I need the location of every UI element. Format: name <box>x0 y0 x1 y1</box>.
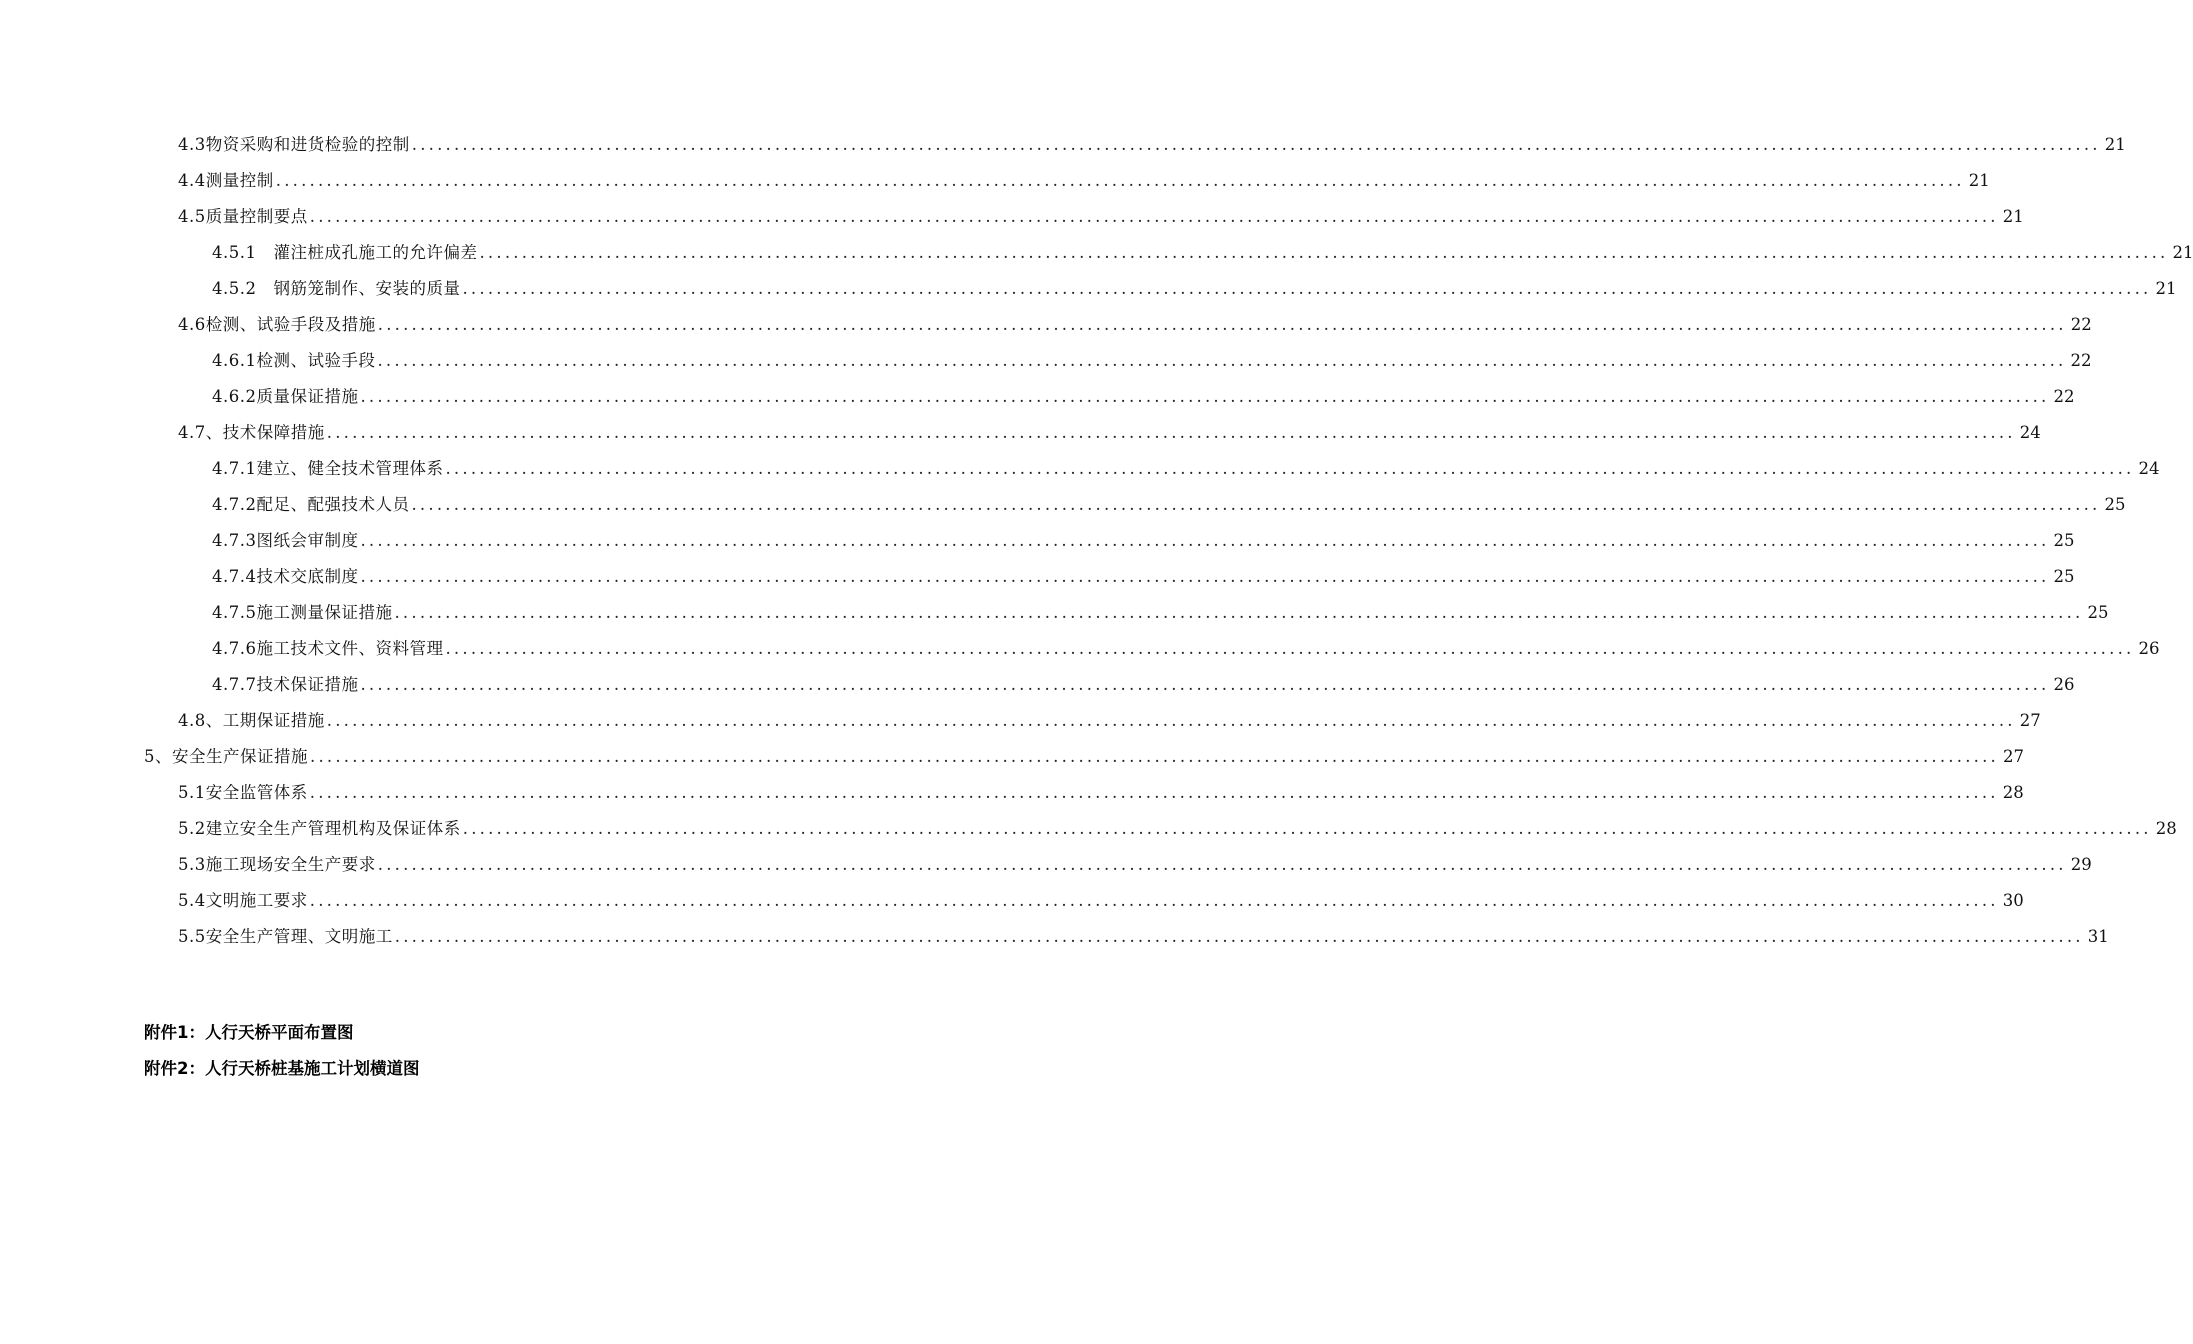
toc-leader-dots: ........................................................................................................................................................................................................ <box>377 351 2067 370</box>
toc-entry[interactable] <box>212 480 2126 516</box>
toc-page-number: 22 <box>2070 315 2092 334</box>
toc-entry[interactable] <box>212 588 2109 624</box>
toc-entry-label: 5、安全生产保证措施 <box>144 747 308 766</box>
toc-page-number: 24 <box>2019 423 2041 442</box>
toc-entry-label: 4.7.3图纸会审制度 <box>212 531 359 550</box>
toc-leader-dots: ........................................................................................................................................................................................................ <box>275 171 1965 190</box>
toc-page-number: 22 <box>2070 351 2092 370</box>
toc-entry-label: 4.5.1 灌注桩成孔施工的允许偏差 <box>212 243 478 262</box>
toc-entry-label: 4.7.2配足、配强技术人员 <box>212 495 410 514</box>
toc-entry-label: 5.3施工现场安全生产要求 <box>178 855 376 874</box>
toc-leader-dots: ........................................................................................................................................................................................................ <box>309 207 1999 226</box>
toc-entry[interactable] <box>178 408 2041 444</box>
toc-entry[interactable] <box>212 264 2177 300</box>
toc-entry-label: 4.5.2 钢筋笼制作、安装的质量 <box>212 279 461 298</box>
toc-entry[interactable] <box>212 516 2075 552</box>
toc-page-number: 21 <box>1968 171 1990 190</box>
toc-entry[interactable] <box>178 804 2177 840</box>
toc-leader-dots: ........................................................................................................................................................................................................ <box>445 639 2135 658</box>
toc-leader-dots: ........................................................................................................................................................................................................ <box>326 423 2016 442</box>
toc-page-number: 22 <box>2053 387 2075 406</box>
toc-page-number: 27 <box>2002 747 2024 766</box>
toc-entry[interactable] <box>178 192 2024 228</box>
toc-leader-dots: ........................................................................................................................................................................................................ <box>310 747 1999 766</box>
toc-page-number: 31 <box>2087 927 2109 946</box>
toc-page-number: 26 <box>2138 639 2160 658</box>
appendix-title: 附件2：人行天桥桩基施工计划横道图 <box>144 1059 420 1078</box>
toc-leader-dots: ........................................................................................................................................................................................................ <box>326 711 2016 730</box>
toc-entry[interactable] <box>212 552 2075 588</box>
toc-entry[interactable] <box>178 696 2041 732</box>
toc-entry[interactable] <box>178 876 2024 912</box>
toc-entry-label: 4.6.1检测、试验手段 <box>212 351 376 370</box>
toc-leader-dots: ........................................................................................................................................................................................................ <box>377 855 2067 874</box>
toc-entry[interactable] <box>178 300 2092 336</box>
toc-leader-dots: ........................................................................................................................................................................................................ <box>462 279 2152 298</box>
toc-leader-dots: ........................................................................................................................................................................................................ <box>360 567 2050 586</box>
toc-leader-dots: ........................................................................................................................................................................................................ <box>360 531 2050 550</box>
toc-entry[interactable] <box>178 120 2126 156</box>
toc-page-number: 30 <box>2002 891 2024 910</box>
toc-leader-dots: ........................................................................................................................................................................................................ <box>309 891 1999 910</box>
toc-entry[interactable] <box>178 840 2092 876</box>
toc-page-number: 21 <box>2155 279 2177 298</box>
toc-leader-dots: ........................................................................................................................................................................................................ <box>411 495 2101 514</box>
toc-entry[interactable] <box>178 912 2109 948</box>
toc-entry-label: 4.3物资采购和进货检验的控制 <box>178 135 410 154</box>
toc-entry-label: 4.7.5施工测量保证措施 <box>212 603 393 622</box>
toc-entry[interactable] <box>212 228 2193 264</box>
toc-entry-label: 4.6检测、试验手段及措施 <box>178 315 376 334</box>
toc-entry-label: 5.5安全生产管理、文明施工 <box>178 927 393 946</box>
toc-entry-label: 5.1安全监管体系 <box>178 783 308 802</box>
toc-entry-label: 4.7.7技术保证措施 <box>212 675 359 694</box>
toc-entry-label: 4.6.2质量保证措施 <box>212 387 359 406</box>
toc-page-number: 24 <box>2138 459 2160 478</box>
toc-page-number: 21 <box>2172 243 2193 262</box>
toc-entry[interactable] <box>178 156 1990 192</box>
toc-entry[interactable] <box>212 444 2160 480</box>
toc-page-number: 26 <box>2053 675 2075 694</box>
toc-leader-dots: ........................................................................................................................................................................................................ <box>411 135 2101 154</box>
toc-leader-dots: ........................................................................................................................................................................................................ <box>360 675 2050 694</box>
toc-entry-label: 4.7.6施工技术文件、资料管理 <box>212 639 444 658</box>
toc-leader-dots: ........................................................................................................................................................................................................ <box>360 387 2050 406</box>
toc-leader-dots: ........................................................................................................................................................................................................ <box>377 315 2067 334</box>
toc-page-number: 21 <box>2104 135 2126 154</box>
toc-entry[interactable] <box>212 336 2092 372</box>
toc-entry[interactable] <box>212 372 2075 408</box>
toc-page-number: 28 <box>2002 783 2024 802</box>
toc-page-number: 25 <box>2087 603 2109 622</box>
toc-entry-label: 4.5质量控制要点 <box>178 207 308 226</box>
toc-entry-label: 4.7.1建立、健全技术管理体系 <box>212 459 444 478</box>
toc-entry-label: 4.8、工期保证措施 <box>178 711 325 730</box>
toc-page-number: 29 <box>2070 855 2092 874</box>
toc-entry[interactable] <box>212 660 2075 696</box>
toc-entry-label: 4.7、技术保障措施 <box>178 423 325 442</box>
toc-entry-label: 4.7.4技术交底制度 <box>212 567 359 586</box>
toc-page-number: 28 <box>2155 819 2177 838</box>
toc-leader-dots: ........................................................................................................................................................................................................ <box>445 459 2135 478</box>
toc-entry-label: 5.2建立安全生产管理机构及保证体系 <box>178 819 461 838</box>
toc-leader-dots: ........................................................................................................................................................................................................ <box>394 603 2084 622</box>
toc-leader-dots: ........................................................................................................................................................................................................ <box>309 783 1999 802</box>
toc-entry[interactable] <box>144 732 2024 768</box>
toc-leader-dots: ........................................................................................................................................................................................................ <box>394 927 2084 946</box>
toc-page-number: 21 <box>2002 207 2024 226</box>
toc-leader-dots: ........................................................................................................................................................................................................ <box>462 819 2152 838</box>
toc-page-number: 27 <box>2019 711 2041 730</box>
toc-page-number: 25 <box>2104 495 2126 514</box>
toc-page-number: 25 <box>2053 531 2075 550</box>
appendix-title: 附件1：人行天桥平面布置图 <box>144 1023 354 1042</box>
toc-entry-label: 4.4测量控制 <box>178 171 274 190</box>
toc-entry-label: 5.4文明施工要求 <box>178 891 308 910</box>
toc-leader-dots: ........................................................................................................................................................................................................ <box>479 243 2169 262</box>
toc-entry[interactable] <box>212 624 2160 660</box>
toc-entry[interactable] <box>178 768 2024 804</box>
toc-page-number: 25 <box>2053 567 2075 586</box>
